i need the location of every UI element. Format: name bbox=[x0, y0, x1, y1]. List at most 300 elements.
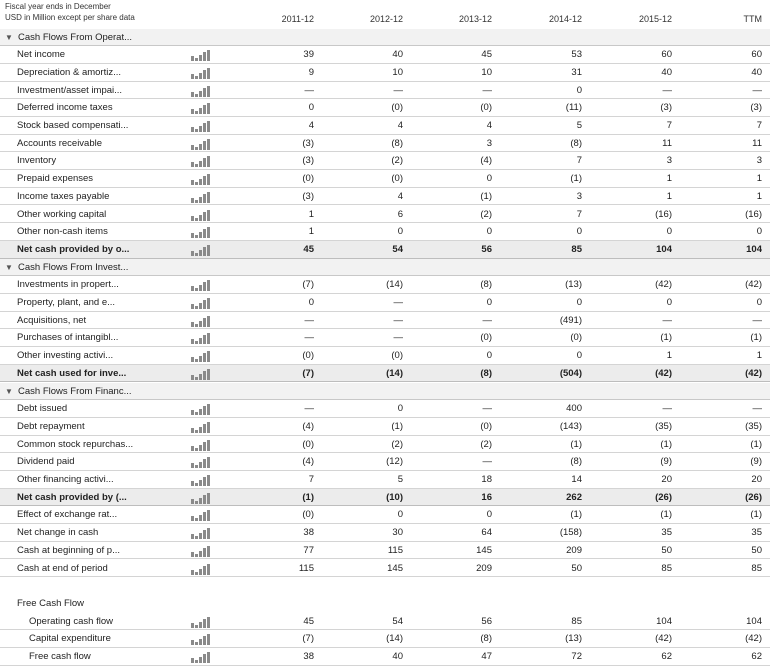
year-header-0: 2011-12 bbox=[281, 14, 314, 24]
table-row bbox=[0, 471, 770, 489]
value-cell: (0) bbox=[391, 173, 403, 185]
mini-bar-chart-icon[interactable] bbox=[191, 121, 213, 132]
value-cell: 0 bbox=[486, 226, 492, 238]
value-cell: (1) bbox=[570, 438, 582, 450]
value-cell: (26) bbox=[745, 491, 762, 503]
value-cell: 3 bbox=[576, 190, 582, 202]
value-cell: 115 bbox=[387, 544, 403, 556]
value-cell: 104 bbox=[656, 615, 672, 627]
value-cell: (2) bbox=[391, 155, 403, 167]
row-label: Net cash provided by (... bbox=[17, 491, 127, 503]
value-cell: (0) bbox=[302, 509, 314, 521]
value-cell: — bbox=[304, 403, 314, 415]
value-cell: 35 bbox=[751, 527, 762, 539]
value-cell: (1) bbox=[391, 420, 403, 432]
year-header-2: 2013-12 bbox=[458, 14, 492, 24]
value-cell: (8) bbox=[391, 137, 403, 149]
value-cell: 50 bbox=[571, 562, 582, 574]
collapse-triangle-icon[interactable]: ▼ bbox=[5, 32, 13, 42]
value-cell: (0) bbox=[302, 438, 314, 450]
collapse-triangle-icon[interactable]: ▼ bbox=[5, 386, 13, 396]
value-cell: 0 bbox=[397, 226, 403, 238]
value-cell: 10 bbox=[481, 66, 492, 78]
row-label: Stock based compensati... bbox=[17, 120, 129, 131]
table-row bbox=[0, 630, 770, 648]
value-cell: (7) bbox=[302, 633, 314, 645]
value-cell: 11 bbox=[662, 137, 672, 149]
value-cell: 400 bbox=[566, 403, 582, 415]
value-cell: 53 bbox=[571, 49, 582, 61]
value-cell: 35 bbox=[661, 527, 672, 539]
value-cell: 1 bbox=[308, 226, 314, 238]
row-label: Common stock repurchas... bbox=[17, 438, 134, 450]
value-cell: 104 bbox=[656, 243, 672, 255]
value-cell: (14) bbox=[386, 633, 403, 645]
table-row bbox=[0, 542, 770, 560]
mini-bar-chart-icon[interactable] bbox=[191, 510, 213, 521]
value-cell: (1) bbox=[660, 332, 672, 344]
row-label: Dividend paid bbox=[17, 456, 75, 468]
total-row bbox=[0, 489, 770, 507]
table-row bbox=[0, 276, 770, 294]
value-cell: 40 bbox=[392, 49, 403, 61]
table-row bbox=[0, 648, 770, 666]
mini-bar-chart-icon[interactable] bbox=[191, 457, 213, 468]
year-header-ttm: TTM bbox=[743, 14, 762, 24]
value-cell: (0) bbox=[480, 420, 492, 432]
row-label: Effect of exchange rat... bbox=[17, 509, 118, 521]
mini-bar-chart-icon[interactable] bbox=[191, 316, 213, 327]
mini-bar-chart-icon[interactable] bbox=[191, 298, 213, 309]
value-cell: 64 bbox=[481, 527, 492, 539]
mini-bar-chart-icon[interactable] bbox=[191, 634, 213, 645]
value-cell: (42) bbox=[745, 367, 762, 379]
mini-bar-chart-icon[interactable] bbox=[191, 156, 213, 167]
value-cell: 1 bbox=[756, 190, 762, 202]
mini-bar-chart-icon[interactable] bbox=[191, 280, 213, 291]
mini-bar-chart-icon[interactable] bbox=[191, 174, 213, 185]
value-cell: (3) bbox=[302, 190, 314, 202]
value-cell: (8) bbox=[570, 456, 582, 468]
value-cell: 10 bbox=[392, 66, 403, 78]
value-cell: 14 bbox=[571, 474, 582, 485]
row-label: Other investing activi... bbox=[17, 350, 114, 362]
value-cell: (0) bbox=[302, 350, 314, 362]
value-cell: 30 bbox=[392, 527, 403, 539]
value-cell: — bbox=[482, 456, 492, 468]
value-cell: (0) bbox=[480, 102, 492, 114]
value-cell: 0 bbox=[576, 226, 582, 238]
year-header-4: 2015-12 bbox=[638, 14, 672, 24]
value-cell: — bbox=[393, 84, 403, 96]
value-cell: (3) bbox=[660, 102, 672, 114]
table-row bbox=[0, 436, 770, 454]
value-cell: — bbox=[752, 403, 762, 415]
table-row bbox=[0, 347, 770, 365]
row-label: Purchases of intangibl... bbox=[17, 332, 119, 344]
value-cell: (42) bbox=[745, 279, 762, 291]
value-cell: 7 bbox=[308, 474, 314, 485]
value-cell: 7 bbox=[666, 120, 672, 131]
row-label: Net cash used for inve... bbox=[17, 367, 127, 379]
value-cell: — bbox=[752, 314, 762, 326]
value-cell: — bbox=[304, 314, 314, 326]
value-cell: (0) bbox=[391, 102, 403, 114]
mini-bar-chart-icon[interactable] bbox=[191, 103, 213, 114]
value-cell: (13) bbox=[565, 633, 582, 645]
value-cell: 60 bbox=[661, 49, 672, 61]
value-cell: (3) bbox=[750, 102, 762, 114]
mini-bar-chart-icon[interactable] bbox=[191, 404, 213, 415]
value-cell: 9 bbox=[308, 66, 314, 78]
mini-bar-chart-icon[interactable] bbox=[191, 50, 213, 61]
value-cell: 18 bbox=[481, 474, 492, 485]
value-cell: 0 bbox=[576, 84, 582, 96]
value-cell: — bbox=[482, 314, 492, 326]
value-cell: 262 bbox=[566, 491, 582, 503]
table-row bbox=[0, 188, 770, 206]
value-cell: 0 bbox=[756, 226, 762, 238]
value-cell: 209 bbox=[476, 562, 492, 574]
value-cell: — bbox=[304, 332, 314, 344]
row-label: Net cash provided by o... bbox=[17, 243, 130, 255]
mini-bar-chart-icon[interactable] bbox=[191, 333, 213, 344]
value-cell: (3) bbox=[302, 155, 314, 167]
value-cell: (1) bbox=[660, 509, 672, 521]
value-cell: (143) bbox=[559, 420, 582, 432]
value-cell: 50 bbox=[751, 544, 762, 556]
table-row bbox=[0, 418, 770, 436]
table-row bbox=[0, 312, 770, 330]
table-row bbox=[0, 82, 770, 100]
table-row bbox=[0, 400, 770, 418]
collapse-triangle-icon[interactable]: ▼ bbox=[5, 262, 13, 272]
value-cell: 1 bbox=[756, 173, 762, 185]
mini-bar-chart-icon[interactable] bbox=[191, 210, 213, 221]
table-row bbox=[0, 170, 770, 188]
value-cell: 77 bbox=[303, 544, 314, 556]
table-row bbox=[0, 524, 770, 542]
value-cell: 20 bbox=[751, 474, 762, 485]
value-cell: (16) bbox=[745, 208, 762, 220]
value-cell: — bbox=[393, 314, 403, 326]
row-label: Operating cash flow bbox=[29, 615, 113, 627]
value-cell: (35) bbox=[655, 420, 672, 432]
table-row bbox=[0, 613, 770, 631]
value-cell: 1 bbox=[756, 350, 762, 362]
value-cell: (16) bbox=[655, 208, 672, 220]
mini-bar-chart-icon[interactable] bbox=[191, 245, 213, 256]
table-row bbox=[0, 577, 770, 595]
value-cell: (1) bbox=[750, 332, 762, 344]
value-cell: 5 bbox=[576, 120, 582, 131]
row-label: Cash at end of period bbox=[17, 562, 108, 574]
value-cell: 47 bbox=[481, 651, 492, 662]
row-label: Capital expenditure bbox=[29, 633, 111, 645]
mini-bar-chart-icon[interactable] bbox=[191, 652, 213, 663]
value-cell: (35) bbox=[745, 420, 762, 432]
mini-bar-chart-icon[interactable] bbox=[191, 475, 213, 486]
value-cell: 1 bbox=[666, 190, 672, 202]
row-label: Cash Flows From Invest... bbox=[18, 261, 129, 273]
value-cell: (8) bbox=[480, 367, 492, 379]
value-cell: (8) bbox=[480, 633, 492, 645]
value-cell: 38 bbox=[303, 527, 314, 539]
value-cell: 40 bbox=[661, 66, 672, 78]
mini-bar-chart-icon[interactable] bbox=[191, 528, 213, 539]
value-cell: (491) bbox=[559, 314, 582, 326]
table-header bbox=[0, 0, 770, 28]
value-cell: 20 bbox=[661, 474, 672, 485]
table-row bbox=[0, 294, 770, 312]
value-cell: — bbox=[393, 297, 403, 308]
value-cell: 50 bbox=[661, 544, 672, 556]
row-label: Prepaid expenses bbox=[17, 173, 94, 185]
table-row bbox=[0, 135, 770, 153]
row-label: Debt repayment bbox=[17, 420, 85, 432]
currency-note: USD in Million except per share data bbox=[5, 13, 135, 22]
value-cell: 54 bbox=[392, 615, 403, 627]
row-label: Other non-cash items bbox=[17, 226, 108, 238]
value-cell: (4) bbox=[480, 155, 492, 167]
value-cell: 62 bbox=[751, 651, 762, 662]
value-cell: (9) bbox=[660, 456, 672, 468]
row-label: Other working capital bbox=[17, 208, 107, 220]
row-label: Investment/asset impai... bbox=[17, 84, 123, 96]
value-cell: 104 bbox=[746, 243, 762, 255]
row-label: Debt issued bbox=[17, 403, 68, 415]
row-label: Free Cash Flow bbox=[17, 597, 85, 609]
value-cell: — bbox=[304, 84, 314, 96]
value-cell: (1) bbox=[570, 509, 582, 521]
value-cell: 0 bbox=[756, 297, 762, 308]
value-cell: 40 bbox=[392, 651, 403, 662]
value-cell: 3 bbox=[756, 155, 762, 167]
value-cell: 4 bbox=[397, 120, 403, 131]
value-cell: 7 bbox=[576, 208, 582, 220]
value-cell: (8) bbox=[480, 279, 492, 291]
value-cell: (1) bbox=[480, 190, 492, 202]
value-cell: (7) bbox=[302, 367, 314, 379]
value-cell: — bbox=[662, 314, 672, 326]
mini-bar-chart-icon[interactable] bbox=[191, 617, 213, 628]
mini-bar-chart-icon[interactable] bbox=[191, 422, 213, 433]
mini-bar-chart-icon[interactable] bbox=[191, 139, 213, 150]
mini-bar-chart-icon[interactable] bbox=[191, 369, 213, 380]
value-cell: (8) bbox=[570, 137, 582, 149]
value-cell: (504) bbox=[559, 367, 582, 379]
value-cell: (1) bbox=[570, 173, 582, 185]
value-cell: 56 bbox=[481, 243, 492, 255]
value-cell: 72 bbox=[571, 651, 582, 662]
table-row bbox=[0, 453, 770, 471]
value-cell: 0 bbox=[486, 297, 492, 308]
row-label: Net income bbox=[17, 49, 66, 61]
row-label: Free cash flow bbox=[29, 651, 91, 662]
table-row bbox=[0, 560, 770, 578]
value-cell: 209 bbox=[566, 544, 582, 556]
table-row bbox=[0, 223, 770, 241]
row-label: Cash Flows From Operat... bbox=[18, 31, 133, 43]
table-row bbox=[0, 506, 770, 524]
value-cell: 0 bbox=[486, 509, 492, 521]
value-cell: 0 bbox=[397, 403, 403, 415]
table-row bbox=[0, 46, 770, 64]
value-cell: (0) bbox=[391, 350, 403, 362]
value-cell: 7 bbox=[756, 120, 762, 131]
value-cell: (13) bbox=[565, 279, 582, 291]
value-cell: 38 bbox=[303, 651, 314, 662]
value-cell: (158) bbox=[559, 527, 582, 539]
value-cell: (14) bbox=[386, 367, 403, 379]
table-row bbox=[0, 206, 770, 224]
value-cell: (42) bbox=[655, 279, 672, 291]
value-cell: (4) bbox=[302, 456, 314, 468]
value-cell: — bbox=[752, 84, 762, 96]
value-cell: 0 bbox=[397, 509, 403, 521]
value-cell: 0 bbox=[308, 297, 314, 308]
mini-bar-chart-icon[interactable] bbox=[191, 351, 213, 362]
mini-bar-chart-icon[interactable] bbox=[191, 68, 213, 79]
value-cell: 40 bbox=[751, 66, 762, 78]
value-cell: (11) bbox=[565, 102, 582, 114]
value-cell: (0) bbox=[302, 173, 314, 185]
value-cell: 6 bbox=[397, 208, 403, 220]
value-cell: 39 bbox=[303, 49, 314, 61]
value-cell: 3 bbox=[666, 155, 672, 167]
value-cell: 0 bbox=[576, 297, 582, 308]
row-label: Income taxes payable bbox=[17, 190, 110, 202]
value-cell: 11 bbox=[752, 137, 762, 149]
value-cell: (26) bbox=[655, 491, 672, 503]
mini-bar-chart-icon[interactable] bbox=[191, 440, 213, 451]
table-row bbox=[0, 64, 770, 82]
value-cell: 45 bbox=[303, 615, 314, 627]
value-cell: (9) bbox=[750, 456, 762, 468]
value-cell: 4 bbox=[308, 120, 314, 131]
mini-bar-chart-icon[interactable] bbox=[191, 546, 213, 557]
value-cell: 54 bbox=[392, 243, 403, 255]
value-cell: 0 bbox=[486, 350, 492, 362]
value-cell: 5 bbox=[397, 474, 403, 485]
value-cell: 0 bbox=[666, 297, 672, 308]
mini-bar-chart-icon[interactable] bbox=[191, 192, 213, 203]
section-header-row[interactable] bbox=[0, 29, 770, 47]
value-cell: 62 bbox=[661, 651, 672, 662]
section-header-row[interactable] bbox=[0, 383, 770, 401]
value-cell: (42) bbox=[745, 633, 762, 645]
value-cell: — bbox=[482, 84, 492, 96]
table-row bbox=[0, 152, 770, 170]
value-cell: (1) bbox=[750, 509, 762, 521]
value-cell: 45 bbox=[481, 49, 492, 61]
row-label: Inventory bbox=[17, 155, 57, 167]
row-label: Property, plant, and e... bbox=[17, 297, 116, 308]
value-cell: — bbox=[662, 403, 672, 415]
value-cell: 145 bbox=[476, 544, 492, 556]
value-cell: (1) bbox=[750, 438, 762, 450]
value-cell: (42) bbox=[655, 367, 672, 379]
row-label: Deferred income taxes bbox=[17, 102, 113, 114]
total-row bbox=[0, 365, 770, 383]
value-cell: (7) bbox=[302, 279, 314, 291]
value-cell: 85 bbox=[751, 562, 762, 574]
mini-bar-chart-icon[interactable] bbox=[191, 86, 213, 97]
mini-bar-chart-icon[interactable] bbox=[191, 564, 213, 575]
value-cell: 0 bbox=[486, 173, 492, 185]
value-cell: 3 bbox=[486, 137, 492, 149]
value-cell: 45 bbox=[303, 243, 314, 255]
value-cell: 1 bbox=[666, 350, 672, 362]
table-row bbox=[0, 117, 770, 135]
value-cell: 7 bbox=[576, 155, 582, 167]
value-cell: (2) bbox=[480, 438, 492, 450]
year-header-3: 2014-12 bbox=[548, 14, 582, 24]
value-cell: 4 bbox=[486, 120, 492, 131]
row-label: Cash at beginning of p... bbox=[17, 544, 120, 556]
value-cell: 0 bbox=[666, 226, 672, 238]
year-header-1: 2012-12 bbox=[369, 14, 403, 24]
value-cell: 31 bbox=[571, 66, 582, 78]
total-row bbox=[0, 241, 770, 259]
value-cell: (3) bbox=[302, 137, 314, 149]
value-cell: 104 bbox=[746, 615, 762, 627]
value-cell: 0 bbox=[308, 102, 314, 114]
row-label: Net change in cash bbox=[17, 527, 99, 539]
value-cell: 85 bbox=[661, 562, 672, 574]
value-cell: 60 bbox=[751, 49, 762, 61]
value-cell: — bbox=[662, 84, 672, 96]
row-label: Depreciation & amortiz... bbox=[17, 66, 122, 78]
value-cell: 0 bbox=[576, 350, 582, 362]
value-cell: (10) bbox=[386, 491, 403, 503]
value-cell: (2) bbox=[391, 438, 403, 450]
row-label: Accounts receivable bbox=[17, 137, 103, 149]
value-cell: — bbox=[482, 403, 492, 415]
value-cell: (2) bbox=[480, 208, 492, 220]
mini-bar-chart-icon[interactable] bbox=[191, 493, 213, 504]
value-cell: (14) bbox=[386, 279, 403, 291]
table-row bbox=[0, 595, 770, 613]
value-cell: 1 bbox=[666, 173, 672, 185]
mini-bar-chart-icon[interactable] bbox=[191, 227, 213, 238]
value-cell: 16 bbox=[481, 491, 492, 503]
row-label: Investments in propert... bbox=[17, 279, 119, 291]
row-label: Other financing activi... bbox=[17, 474, 114, 485]
value-cell: — bbox=[393, 332, 403, 344]
row-label: Cash Flows From Financ... bbox=[18, 385, 132, 397]
table-row bbox=[0, 329, 770, 347]
value-cell: (0) bbox=[570, 332, 582, 344]
value-cell: (0) bbox=[480, 332, 492, 344]
value-cell: (42) bbox=[655, 633, 672, 645]
value-cell: 115 bbox=[298, 562, 314, 574]
section-header-row[interactable] bbox=[0, 259, 770, 277]
value-cell: 1 bbox=[308, 208, 314, 220]
value-cell: (1) bbox=[302, 491, 314, 503]
table-row bbox=[0, 99, 770, 117]
value-cell: (4) bbox=[302, 420, 314, 432]
row-label: Acquisitions, net bbox=[17, 314, 87, 326]
value-cell: (1) bbox=[660, 438, 672, 450]
value-cell: 85 bbox=[571, 243, 582, 255]
value-cell: 85 bbox=[571, 615, 582, 627]
value-cell: (12) bbox=[386, 456, 403, 468]
fiscal-year-note: Fiscal year ends in December bbox=[5, 2, 111, 11]
value-cell: 56 bbox=[481, 615, 492, 627]
value-cell: 145 bbox=[387, 562, 403, 574]
value-cell: 4 bbox=[397, 190, 403, 202]
